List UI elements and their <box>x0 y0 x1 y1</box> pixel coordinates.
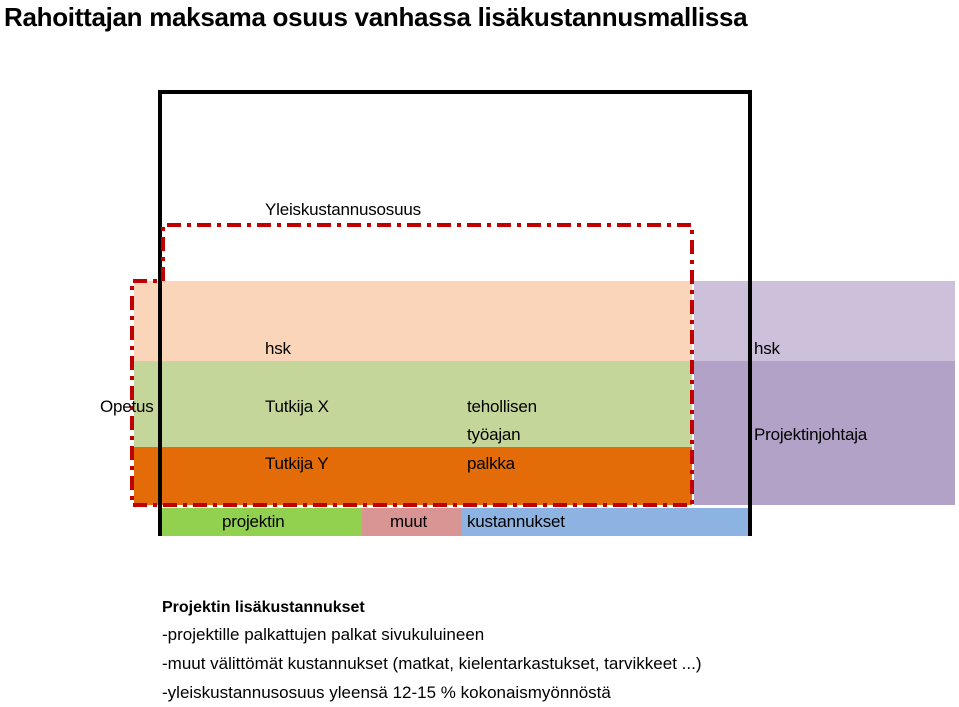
overhead-share-label: Yleiskustannusosuus <box>265 200 421 219</box>
project-lead-label: Projektinjohtaja <box>754 425 868 444</box>
productive-label-2: työajan <box>467 425 521 444</box>
page-title: Rahoittajan maksama osuus vanhassa lisäkustannusmallissa <box>4 2 748 32</box>
teaching-label: Opetus <box>100 397 154 416</box>
bar-project-label: projektin <box>222 512 285 531</box>
bar-costs-label: kustannukset <box>467 512 565 531</box>
notes-heading: Projektin lisäkustannukset <box>162 599 365 616</box>
notes-block <box>162 596 701 707</box>
red-dashed-frame <box>132 225 692 505</box>
researcher-y-label: Tutkija Y <box>265 454 329 473</box>
productive-label-3: palkka <box>467 454 515 473</box>
researcher-x-label: Tutkija X <box>265 397 329 416</box>
productive-label-1: tehollisen <box>467 397 537 416</box>
notes-line: -projektille palkattujen palkat sivukuluineen <box>162 625 485 644</box>
notes-line: -yleiskustannusosuus yleensä 12-15 % kokonaismyönnöstä <box>162 683 611 702</box>
hsk-right-label: hsk <box>754 339 780 358</box>
notes-line: -muut välittömät kustannukset (matkat, kielentarkastukset, tarvikkeet ...) <box>162 654 702 673</box>
bar-other-label: muut <box>390 512 427 531</box>
hsk-left-label: hsk <box>265 339 291 358</box>
black-total-frame <box>160 92 750 536</box>
